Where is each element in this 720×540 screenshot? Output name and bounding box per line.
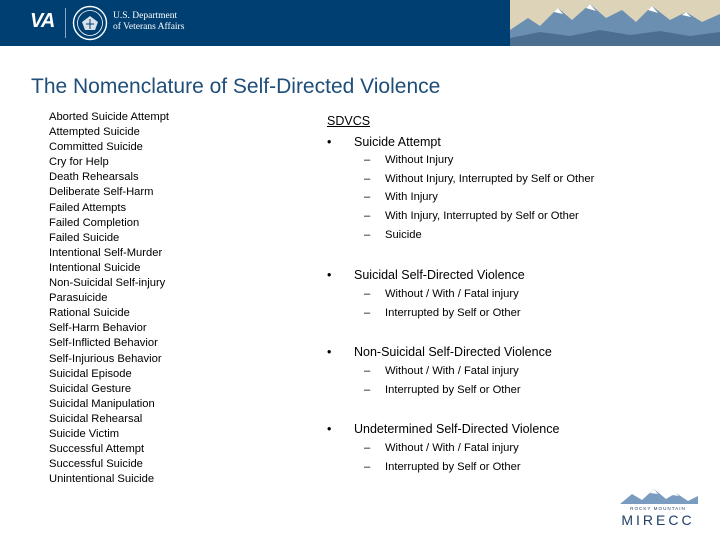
term-item: Attempted Suicide: [49, 126, 140, 139]
dash-icon: –: [364, 228, 371, 241]
dash-icon: –: [364, 442, 371, 454]
term-item: Intentional Self-Murder: [49, 246, 163, 259]
sdvcs-subitem: [364, 210, 579, 222]
sdvcs-subitem: [364, 191, 438, 203]
sdvcs-subitem-label: Without / With / Fatal injury: [385, 442, 519, 454]
sdvcs-subitem: [364, 384, 521, 396]
sdvcs-category-label: Suicide Attempt: [354, 135, 441, 149]
term-item: Rational Suicide: [49, 307, 130, 320]
bullet-icon: •: [327, 135, 332, 149]
term-item: Death Rehearsals: [49, 171, 139, 184]
sdvcs-subitem-label: Suicide: [385, 228, 422, 241]
term-item: Failed Suicide: [49, 231, 120, 244]
department-name: [113, 11, 184, 33]
dash-icon: –: [364, 172, 371, 185]
sdvcs-category: [327, 268, 525, 282]
term-item: Cry for Help: [49, 156, 109, 169]
term-item: Suicidal Rehearsal: [49, 412, 143, 425]
sdvcs-subitem-label: Without / With / Fatal injury: [385, 288, 519, 300]
bullet-icon: •: [327, 345, 332, 359]
va-seal-icon: [72, 5, 108, 41]
sdvcs-subitem: [364, 173, 594, 185]
term-item: Deliberate Self-Harm: [49, 186, 154, 199]
sdvcs-subitem: [364, 288, 519, 300]
sdvcs-subitem-label: Without Injury: [385, 154, 454, 166]
term-item: Suicidal Episode: [49, 367, 132, 380]
term-item: Unintentional Suicide: [49, 473, 155, 486]
bullet-icon: •: [327, 268, 332, 282]
sdvcs-category: [327, 135, 441, 149]
sdvcs-heading: SDVCS: [327, 114, 371, 128]
term-item: Suicide Victim: [49, 427, 120, 440]
term-item: Intentional Suicide: [49, 261, 141, 274]
term-item: Committed Suicide: [49, 141, 143, 154]
term-item: Suicidal Manipulation: [49, 397, 155, 410]
department-line-1: U.S. Department: [113, 11, 178, 21]
dash-icon: –: [364, 288, 371, 300]
banner-divider: [65, 8, 66, 38]
slide-title: The Nomenclature of Self-Directed Violence: [31, 75, 441, 98]
term-item: Non-Suicidal Self-injury: [49, 277, 166, 290]
dash-icon: –: [364, 191, 371, 204]
sdvcs-subitem-label: Interrupted by Self or Other: [385, 306, 521, 319]
sdvcs-subitem: [364, 229, 422, 241]
sdvcs-subitem-label: Without Injury, Interrupted by Self or Other: [385, 172, 595, 185]
terminology-list: [49, 110, 169, 487]
department-line-2: of Veterans Affairs: [113, 22, 185, 32]
term-item: Parasuicide: [49, 292, 108, 305]
term-item: Failed Completion: [49, 216, 140, 229]
bullet-icon: •: [327, 422, 332, 436]
term-item: Aborted Suicide Attempt: [49, 111, 170, 123]
sdvcs-subitem-label: Interrupted by Self or Other: [385, 460, 521, 473]
sdvcs-subitem-label: Interrupted by Self or Other: [385, 383, 521, 396]
header-banner: [0, 0, 720, 46]
va-logo: VA: [30, 10, 55, 32]
term-item: Self-Injurious Behavior: [49, 352, 162, 365]
dash-icon: –: [364, 154, 371, 166]
dash-icon: –: [364, 306, 371, 319]
sdvcs-category-label: Non-Suicidal Self-Directed Violence: [354, 345, 552, 359]
sdvcs-subitem-label: With Injury, Interrupted by Self or Other: [385, 210, 579, 223]
sdvcs-category: [327, 345, 552, 359]
term-item: Suicidal Gesture: [49, 382, 132, 395]
sdvcs-subitem: [364, 461, 521, 473]
sdvcs-subitem: [364, 154, 453, 166]
dash-icon: –: [364, 365, 371, 377]
sdvcs-subitem: [364, 442, 519, 454]
sdvcs-subitem: [364, 307, 521, 319]
sdvcs-subitem-label: With Injury: [385, 191, 438, 204]
dash-icon: –: [364, 460, 371, 473]
mirecc-tagline: ROCKY MOUNTAIN: [630, 506, 686, 511]
sdvcs-subitem-label: Without / With / Fatal injury: [385, 365, 519, 377]
mountain-banner-image: [510, 0, 720, 46]
term-item: Self-Harm Behavior: [49, 322, 147, 335]
sdvcs-category-label: Suicidal Self-Directed Violence: [354, 268, 525, 282]
term-item: Failed Attempts: [49, 201, 127, 214]
rocky-mountain-mirecc-logo: [612, 486, 704, 528]
dash-icon: –: [364, 383, 371, 396]
term-item: Successful Suicide: [49, 458, 143, 471]
sdvcs-category: [327, 422, 559, 436]
dash-icon: –: [364, 210, 371, 223]
mirecc-name: MIRECC: [621, 512, 695, 528]
sdvcs-category-label: Undetermined Self-Directed Violence: [354, 422, 560, 436]
term-item: Successful Attempt: [49, 443, 145, 456]
sdvcs-subitem: [364, 365, 519, 377]
term-item: Self-Inflicted Behavior: [49, 337, 158, 350]
